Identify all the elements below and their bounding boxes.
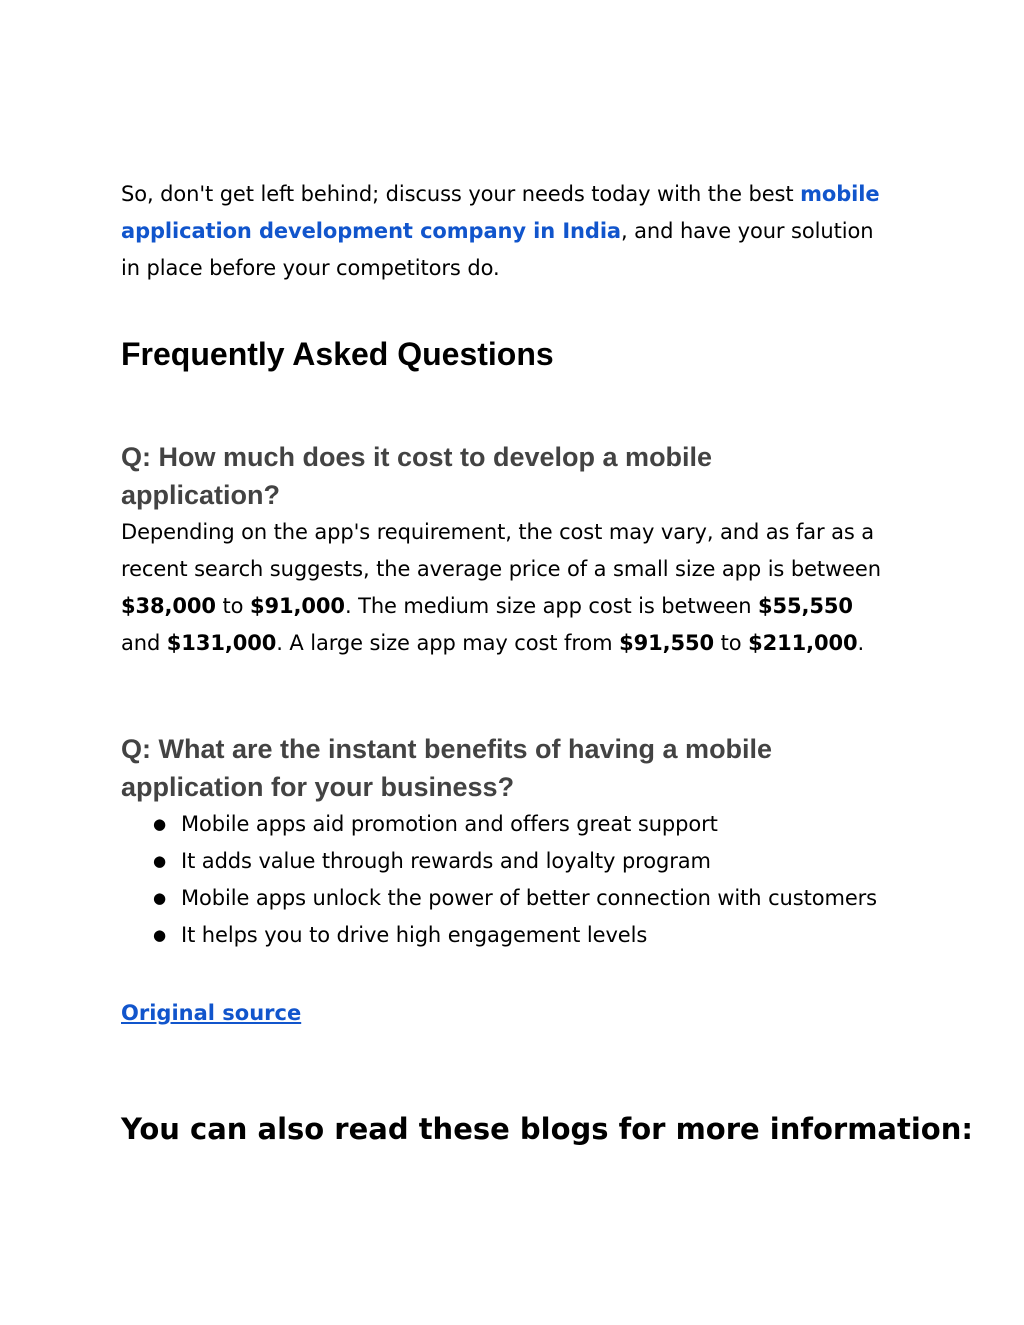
- bullet-icon: ●: [153, 852, 166, 870]
- small-app-max-price: $91,000: [250, 594, 345, 618]
- blogs-heading: You can also read these blogs for more information:: [121, 1112, 973, 1146]
- list-item-text: Mobile apps unlock the power of better connection with customers: [181, 886, 878, 910]
- list-item: [121, 843, 891, 880]
- original-source-link[interactable]: Original source: [121, 1001, 302, 1025]
- answer-text: .: [857, 631, 865, 655]
- intro-paragraph: [121, 176, 891, 287]
- intro-text-before: So, don't get left behind; discuss your needs today with the best: [121, 182, 801, 206]
- medium-app-max-price: $131,000: [166, 631, 277, 655]
- small-app-min-price: $38,000: [121, 594, 216, 618]
- answer-text: . The medium size app cost is between: [344, 594, 758, 618]
- question-benefits: Q: What are the instant benefits of having a mobile application for your business?: [121, 734, 773, 802]
- answer-text: to: [714, 631, 749, 655]
- large-app-max-price: $211,000: [748, 631, 858, 655]
- faq-heading: Frequently Asked Questions: [121, 336, 554, 372]
- faq-item-benefits: [121, 730, 891, 954]
- list-item: [121, 806, 891, 843]
- benefits-list: [121, 806, 891, 954]
- list-item: [121, 917, 891, 954]
- answer-text: . A large size app may cost from: [276, 631, 620, 655]
- question-cost: Q: How much does it cost to develop a mobile application?: [121, 442, 713, 510]
- list-item-text: It helps you to drive high engagement levels: [181, 923, 648, 947]
- bullet-icon: ●: [153, 889, 166, 907]
- bullet-icon: ●: [153, 926, 166, 944]
- answer-cost: [121, 514, 891, 662]
- faq-item-cost: [121, 438, 891, 662]
- medium-app-min-price: $55,550: [758, 594, 853, 618]
- list-item: [121, 880, 891, 917]
- answer-text: and: [121, 631, 167, 655]
- company-link[interactable]: mobile application development company in India: [121, 182, 880, 243]
- answer-text: Depending on the app's requirement, the cost may vary, and as far as a recent search suggests, the average price of a small size app is between: [121, 520, 881, 581]
- list-item-text: It adds value through rewards and loyalty program: [181, 849, 711, 873]
- intro-text-after: , and have your solution in place before your competitors do.: [121, 219, 874, 280]
- answer-text: to: [215, 594, 250, 618]
- bullet-icon: ●: [153, 815, 166, 833]
- large-app-min-price: $91,550: [619, 631, 715, 655]
- list-item-text: Mobile apps aid promotion and offers great support: [181, 812, 718, 836]
